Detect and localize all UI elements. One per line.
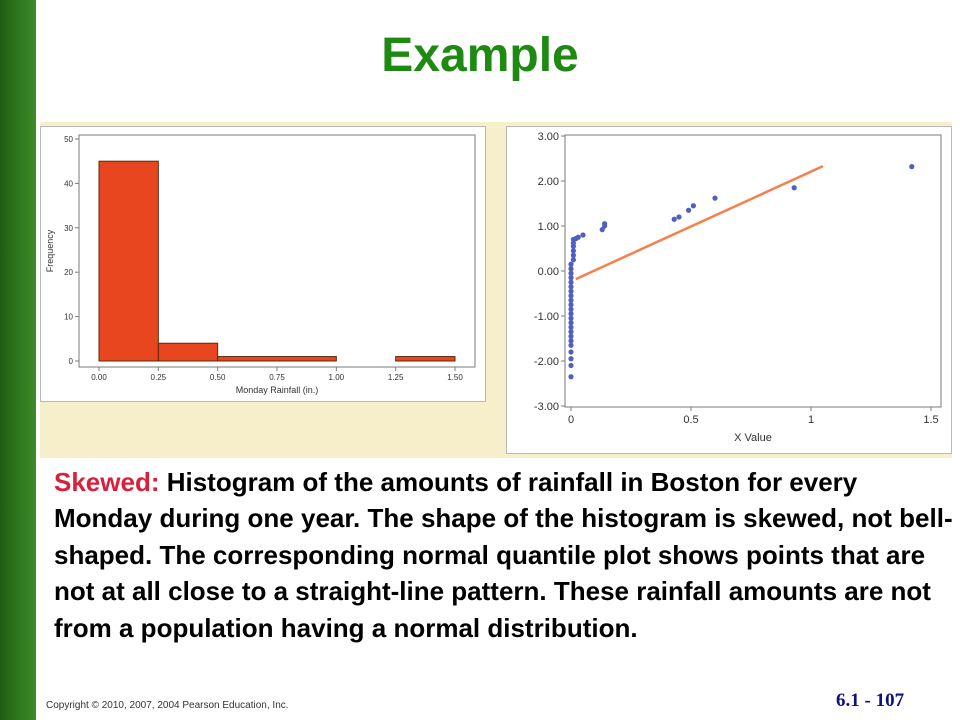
y-tick-label: -2.00: [533, 356, 559, 368]
data-point: [580, 232, 585, 237]
quantile-plot-panel: [506, 126, 952, 454]
figure-panel: [40, 122, 952, 458]
histogram-bar: [99, 161, 158, 361]
data-point: [568, 338, 573, 343]
data-point: [568, 363, 573, 368]
slide-number: 6.1 - 107: [836, 690, 905, 711]
data-point: [568, 266, 573, 271]
data-point: [568, 311, 573, 316]
x-tick-label: 1.50: [447, 373, 463, 382]
y-tick-label: 1.00: [537, 221, 559, 233]
x-tick-label: 0: [567, 414, 575, 426]
y-tick-label: 20: [64, 268, 73, 278]
data-point: [568, 329, 573, 334]
x-tick-label: 1.25: [387, 373, 404, 382]
x-tick-label: 1: [807, 414, 815, 426]
data-point: [568, 343, 573, 348]
x-tick-label: 1.5: [923, 414, 939, 426]
y-axis-label: Frequency: [45, 229, 55, 273]
data-point: [568, 374, 573, 379]
histogram-bar: [158, 343, 217, 361]
data-point: [568, 334, 573, 339]
data-point: [568, 316, 573, 321]
histogram-bar: [218, 357, 337, 361]
normal-quantile-plot: [507, 127, 951, 453]
copyright-notice: Copyright © 2010, 2007, 2004 Pearson Education, Inc.: [46, 700, 289, 711]
data-point: [568, 349, 573, 354]
data-point: [568, 262, 573, 267]
y-tick-label: -3.00: [533, 401, 559, 413]
data-point: [568, 320, 573, 325]
y-tick-label: -1.00: [533, 311, 559, 323]
data-point: [568, 325, 573, 330]
data-point: [909, 164, 914, 169]
data-point: [568, 284, 573, 289]
y-tick-label: 10: [64, 312, 73, 322]
data-point: [691, 203, 696, 208]
y-tick-label: 40: [64, 179, 73, 189]
y-tick-label: 30: [64, 223, 73, 233]
x-tick-label: 0.75: [269, 373, 285, 382]
x-tick-label: 0.00: [91, 373, 107, 382]
data-point: [571, 253, 576, 258]
data-point: [602, 221, 607, 226]
data-point: [792, 185, 797, 190]
data-point: [568, 280, 573, 285]
data-point: [712, 196, 717, 201]
x-tick-label: 0.5: [683, 414, 699, 426]
data-point: [568, 302, 573, 307]
quantile-plot-frame: [565, 135, 941, 407]
data-point: [568, 275, 573, 280]
data-point: [672, 217, 677, 222]
data-point: [568, 289, 573, 294]
data-point: [568, 293, 573, 298]
histogram-bar: [396, 357, 455, 361]
slide-title: Example: [381, 29, 579, 82]
data-point: [571, 248, 576, 253]
y-tick-label: 3.00: [537, 131, 559, 143]
x-tick-label: 1.00: [328, 373, 345, 382]
data-point: [576, 235, 581, 240]
x-axis-label: Monday Rainfall (in.): [235, 385, 319, 395]
caption: [54, 464, 954, 646]
left-accent-bar: [0, 0, 36, 720]
histogram-chart: [41, 127, 485, 401]
data-point: [676, 214, 681, 219]
data-point: [571, 257, 576, 262]
x-tick-label: 0.25: [150, 373, 167, 382]
data-point: [568, 271, 573, 276]
caption-lead: Skewed:: [54, 467, 160, 497]
y-tick-label: 2.00: [537, 176, 559, 188]
y-tick-label: 0: [68, 357, 73, 366]
histogram-panel: [40, 126, 486, 402]
data-point: [686, 208, 691, 213]
caption-body: Histogram of the amounts of rainfall in Boston for every Monday during one year. The shape of the histogram is skewed, not bell-shaped. The corresponding normal quantile plot shows points that are not at all close to a straight-line pattern. These rainfall amounts are not from a population having a normal distribution.: [54, 467, 953, 643]
data-point: [568, 356, 573, 361]
data-point: [568, 298, 573, 303]
data-point: [568, 307, 573, 312]
x-axis-label: X Value: [734, 432, 772, 444]
y-tick-label: 50: [64, 135, 73, 144]
x-tick-label: 0.50: [209, 373, 226, 382]
y-tick-label: 0.00: [537, 266, 559, 278]
fit-line: [576, 166, 823, 279]
